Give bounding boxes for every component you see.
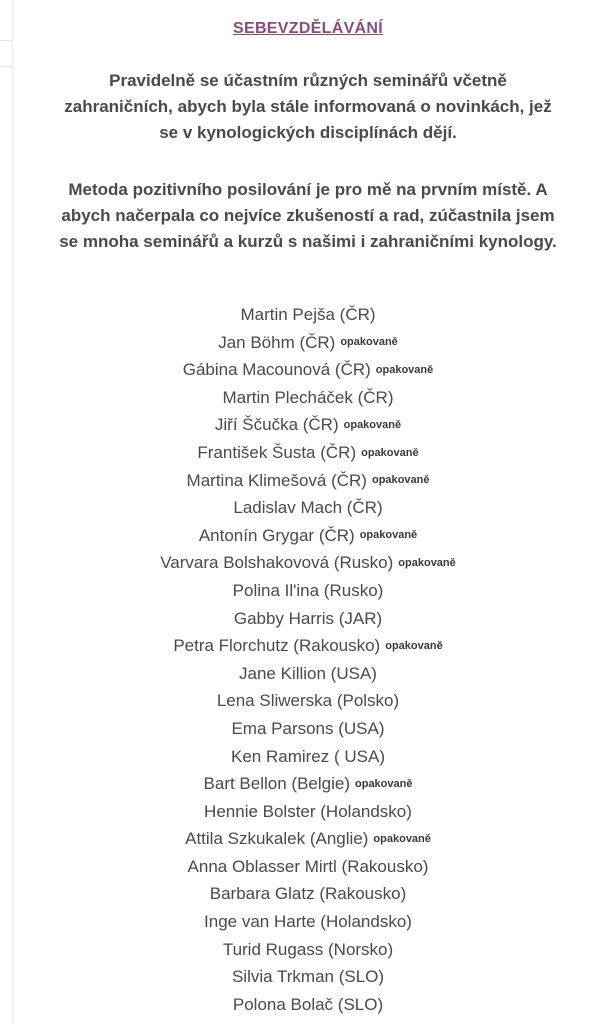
lecturer-name: Bart Bellon (Belgie) xyxy=(203,774,350,794)
lecturer-name: Lena Sliwerska (Polsko) xyxy=(216,691,400,711)
lecturer-name: Gabby Harris (JAR) xyxy=(233,608,383,628)
lecturer-name: Inge van Harte (Holandsko) xyxy=(204,912,412,932)
lecturer-name: Martin Plecháček (ČR) xyxy=(222,387,394,407)
lecturer-name: Ken Ramirez ( USA) xyxy=(231,746,385,766)
paragraph-line: Metoda pozitivního posilování je pro mě na prvním místě. A xyxy=(68,180,548,199)
lecturer-name: Martina Klimešová (ČR) xyxy=(186,470,367,490)
seminar-list-item xyxy=(14,963,602,991)
section-heading: SEBEVZDĚLÁVÁNÍ xyxy=(233,20,383,37)
seminar-list xyxy=(14,301,602,1018)
lecturer-name: Petra Florchutz (Rakousko) xyxy=(173,636,381,656)
seminar-list-item xyxy=(14,991,602,1019)
seminar-list-item xyxy=(14,522,602,550)
seminar-list-item xyxy=(14,632,602,660)
seminar-list-item xyxy=(14,605,602,633)
lecturer-name: Silvia Trkman (SLO) xyxy=(231,967,385,987)
method-paragraph xyxy=(28,177,588,255)
seminar-list-item xyxy=(14,356,602,384)
left-page-edge xyxy=(0,0,13,1024)
repeated-badge: opakovaně xyxy=(398,557,456,570)
repeated-badge: opakovaně xyxy=(385,639,443,652)
seminar-list-item xyxy=(14,467,602,495)
lecturer-name: Polona Bolač (SLO) xyxy=(232,994,384,1014)
paragraph-line: Pravidelně se účastním různých seminářů včetně xyxy=(109,71,507,90)
seminar-list-item xyxy=(14,770,602,798)
lecturer-name: Attila Szkukalek (Anglie) xyxy=(185,829,369,849)
lecturer-name: Varvara Bolshakovová (Rusko) xyxy=(160,553,394,573)
repeated-badge: opakovaně xyxy=(355,777,413,790)
seminar-list-item xyxy=(14,798,602,826)
lecturer-name: Ladislav Mach (ČR) xyxy=(233,498,383,518)
lecturer-name: Jane Killion (USA) xyxy=(239,663,377,683)
seminar-list-item xyxy=(14,411,602,439)
seminar-list-item xyxy=(14,687,602,715)
seminar-list-item xyxy=(14,301,602,329)
seminar-list-item xyxy=(14,880,602,908)
lecturer-name: Jiří Ščučka (ČR) xyxy=(214,415,339,435)
lecturer-name: Gábina Macounová (ČR) xyxy=(182,360,371,380)
repeated-badge: opakovaně xyxy=(361,446,419,459)
edge-divider xyxy=(0,66,12,67)
lecturer-name: Hennie Bolster (Holandsko) xyxy=(204,801,412,821)
repeated-badge: opakovaně xyxy=(373,833,431,845)
intro-paragraph xyxy=(28,68,588,146)
seminar-list-item xyxy=(14,853,602,881)
repeated-badge: opakovaně xyxy=(340,336,398,349)
lecturer-name: Barbara Glatz (Rakousko) xyxy=(209,884,407,904)
seminar-list-item xyxy=(14,439,602,467)
seminar-list-item xyxy=(14,577,602,605)
repeated-badge: opakovaně xyxy=(343,419,402,432)
repeated-badge: opakovaně xyxy=(359,529,418,542)
self-education-section xyxy=(14,0,602,1018)
paragraph-line: se mnoha seminářů a kurzů s našimi i zahraničními kynology. xyxy=(59,232,557,251)
seminar-list-item xyxy=(14,936,602,964)
lecturer-name: Ema Parsons (USA) xyxy=(231,718,385,738)
repeated-badge: opakovaně xyxy=(371,474,430,487)
seminar-list-item xyxy=(14,660,602,688)
lecturer-name: Polina Il'ina (Rusko) xyxy=(232,580,384,600)
lecturer-name: Martin Pejša (ČR) xyxy=(240,305,376,324)
seminar-list-item xyxy=(14,825,602,853)
lecturer-name: František Šusta (ČR) xyxy=(197,442,357,462)
lecturer-name: Anna Oblasser Mirtl (Rakousko) xyxy=(187,856,429,876)
seminar-list-item xyxy=(14,494,602,522)
paragraph-line: se v kynologických disciplínách dějí. xyxy=(159,123,457,142)
lecturer-name: Turid Rugass (Norsko) xyxy=(222,939,394,959)
paragraph-line: zahraničních, abych byla stále informovaná o novinkách, jež xyxy=(64,97,552,116)
repeated-badge: opakovaně xyxy=(375,363,434,376)
seminar-list-item xyxy=(14,908,602,936)
lecturer-name: Antonín Grygar (ČR) xyxy=(198,525,355,545)
seminar-list-item xyxy=(14,329,602,357)
seminar-list-item xyxy=(14,549,602,577)
seminar-list-item xyxy=(14,384,602,412)
paragraph-line: abych načerpala co nejvíce zkušeností a rad, zúčastnila jsem xyxy=(61,206,555,225)
seminar-list-item xyxy=(14,715,602,743)
lecturer-name: Jan Böhm (ČR) xyxy=(218,332,336,352)
seminar-list-item xyxy=(14,743,602,771)
edge-divider xyxy=(0,40,12,41)
